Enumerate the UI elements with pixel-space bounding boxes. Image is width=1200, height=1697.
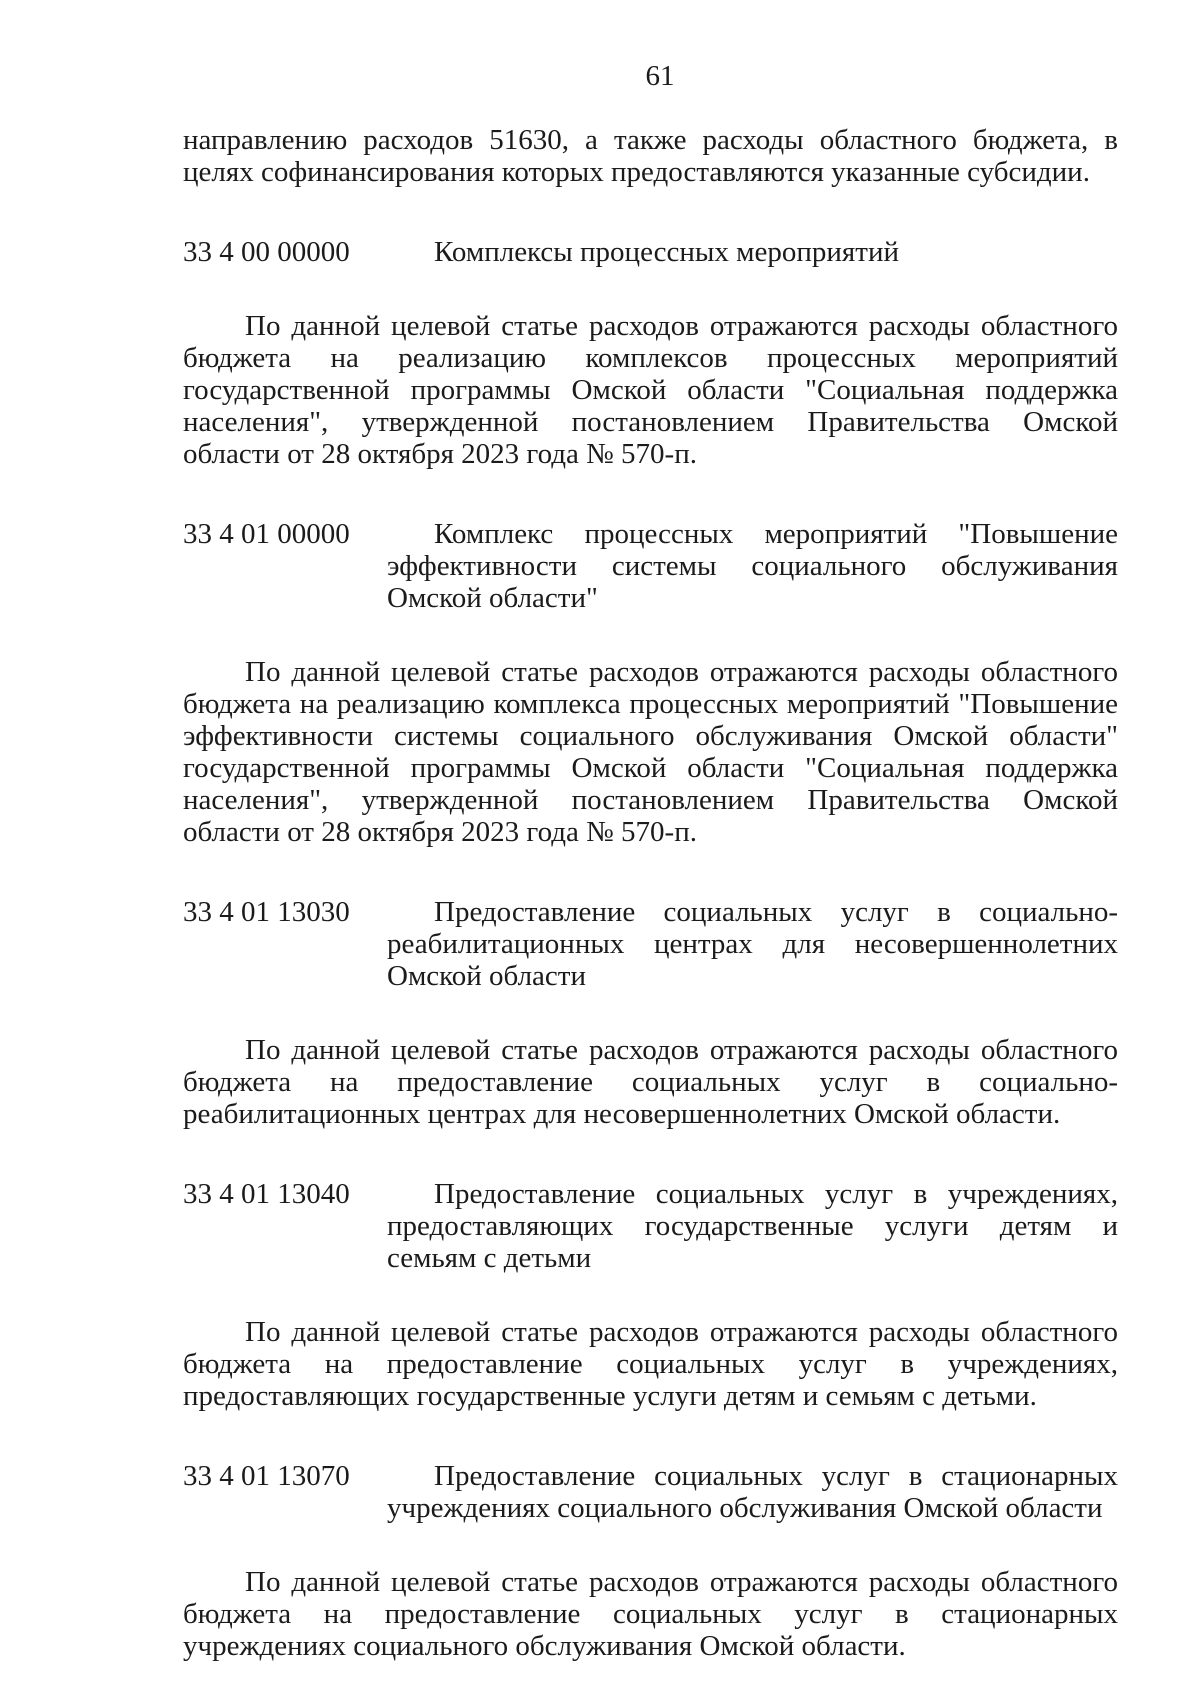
article-description: По данной целевой статье расходов отражаются расходы областного бюджета на реализацию комплексов процессных мероприятий государственной программы Омской области "Социальная поддержка населения", утвержденной постановлением Правительства Омской области от 28 октября 2023 года № 570-п. [183, 310, 1118, 470]
article-title: Комплекс процессных мероприятий "Повышение эффективности системы социального обслуживания Омской области" [387, 518, 1118, 614]
article-code: 33 4 01 13030 [183, 896, 350, 928]
article-code: 33 4 00 00000 [183, 236, 350, 268]
article-description: По данной целевой статье расходов отражаются расходы областного бюджета на реализацию комплекса процессных мероприятий "Повышение эффективности системы социального обслуживания Омской области" государственной программы Омской области "Социальная поддержка населения", утвержденной постановлением Правительства Омской области от 28 октября 2023 года № 570-п. [183, 656, 1118, 848]
article-heading [183, 236, 1118, 268]
article-description: По данной целевой статье расходов отражаются расходы областного бюджета на предоставление социальных услуг в стационарных учреждениях социального обслуживания Омской области. [183, 1566, 1118, 1662]
article-title: Комплексы процессных мероприятий [434, 236, 899, 268]
article-title: Предоставление социальных услуг в стационарных учреждениях социального обслуживания Омской области [387, 1460, 1118, 1524]
article-title: Предоставление социальных услуг в учреждениях, предоставляющих государственные услуги детям и семьям с детьми [387, 1178, 1118, 1274]
article-heading [183, 1460, 1118, 1524]
article-code: 33 4 01 00000 [183, 518, 350, 550]
article-description: По данной целевой статье расходов отражаются расходы областного бюджета на предоставление социальных услуг в социально-реабилитационных центрах для несовершеннолетних Омской области. [183, 1034, 1118, 1130]
document-body [183, 124, 1118, 1662]
article-code: 33 4 01 13070 [183, 1460, 350, 1492]
article-code: 33 4 01 13040 [183, 1178, 350, 1210]
article-heading [183, 896, 1118, 992]
article-description: По данной целевой статье расходов отражаются расходы областного бюджета на предоставление социальных услуг в учреждениях, предоставляющих государственные услуги детям и семьям с детьми. [183, 1316, 1118, 1412]
article-heading [183, 1178, 1118, 1274]
article-heading [183, 518, 1118, 614]
page-number: 61 [645, 60, 675, 92]
intro-paragraph: направлению расходов 51630, а также расходы областного бюджета, в целях софинансирования которых предоставляются указанные субсидии. [183, 124, 1118, 188]
article-title: Предоставление социальных услуг в социально-реабилитационных центрах для несовершеннолетних Омской области [387, 896, 1118, 992]
